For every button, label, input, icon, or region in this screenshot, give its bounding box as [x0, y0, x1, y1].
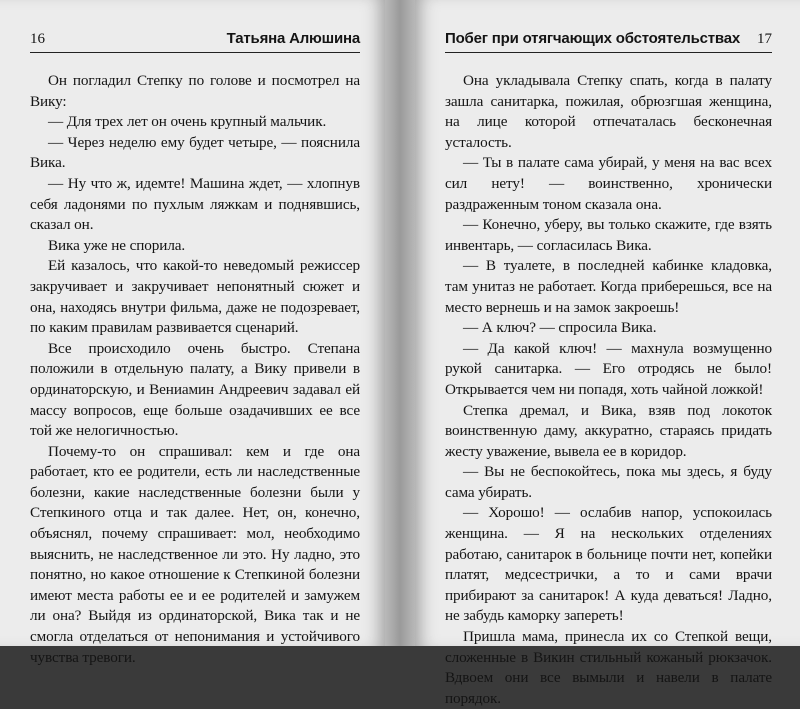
paragraph: Он погладил Степку по голове и посмотрел на Вику: — [30, 72, 360, 110]
paragraph: Почему-то он спрашивал: кем и где она работает, кто ее родители, есть ли наследственные болезни, какие наследственные болезни были у Степкиного отца и так далее. Нет, он, конечно, объяснял, почему спрашивает: мол, необходимо выяснить, не наследственное ли это. Ну ладно, это понятно, но какое отношение к Степкиной болезни имеют места работы ее и ее родителей и замужем ли она? Выйдя из ординаторской, Вика так и не смогла отделаться от непонимания и устойчивого чувства тревоги. — [30, 442, 360, 666]
paragraph: — Вы не беспокойтесь, пока мы здесь, я буду сама убирать. — [445, 463, 772, 501]
running-head-right — [445, 30, 772, 53]
paragraph: — А ключ? — спросила Вика. — [463, 319, 657, 337]
paragraph: Пришла мама, принесла их со Степкой вещи, сложенные в Викин стильный кожаный рюкзачок. Вдвоем они все вымыли и навели в палате порядок. — [445, 628, 772, 707]
paragraph: — Да какой ключ! — махнула возмущенно рукой санитарка. — Его отродясь не было! Открывается чем ни попадя, хоть чайной ложкой! — [445, 339, 772, 398]
running-head-left — [30, 30, 360, 53]
paragraph: Она укладывала Степку спать, когда в палату зашла санитарка, пожилая, обрюзгшая женщина, на лице которой отпечаталась бесконечная усталость. — [445, 72, 772, 151]
left-page-text — [30, 71, 360, 668]
paragraph: Степка дремал, и Вика, взяв под локоток воинственную даму, аккуратно, стараясь придать жесту уважение, вывела ее в коридор. — [445, 401, 772, 460]
paragraph: Все происходило очень быстро. Степана положили в отдельную палату, а Вику привели в ординаторскую, и Вениамин Андреевич задавал ей массу вопросов, еще больше озадачивших ее все той же нелогичностью. — [30, 339, 360, 440]
page-number-right: 17 — [757, 31, 772, 47]
paragraph: — В туалете, в последней кабинке кладовка, там унитаз не работает. Когда приберешься, все на место вернешь и на замок закроешь! — [445, 257, 772, 316]
paragraph: — Через неделю ему будет четыре, — пояснила Вика. — [30, 133, 360, 172]
left-page — [0, 0, 385, 666]
right-page-text — [445, 71, 772, 709]
running-title-right: Побег при отягчающих обстоятельствах — [445, 30, 741, 47]
paragraph: — Для трех лет он очень крупный мальчик. — [48, 113, 327, 131]
paragraph: — Конечно, уберу, вы только скажите, где взять инвентарь, — согласилась Вика. — [445, 216, 772, 254]
paragraph: Вика уже не спорила. — [48, 236, 186, 254]
running-title-left: Татьяна Алюшина — [226, 30, 360, 47]
paragraph: — Ну что ж, идемте! Машина ждет, — хлопнув себя ладонями по пухлым ляжкам и поднявшись, сказал он. — [30, 174, 360, 234]
paragraph: — Хорошо! — ослабив напор, успокоилась женщина. — Я на нескольких отделениях работаю, санитарок в больнице почти нет, копейки платят, медсестрички, а то и сами врачи прибирают за санитарок! А куда деваться! Ладно, не забудь каморку запереть! — [445, 504, 772, 625]
paragraph: — Ты в палате сама убирай, у меня на вас всех сил нету! — воинственно, хронически раздраженным тоном сказала она. — [445, 154, 772, 213]
right-page — [415, 0, 800, 707]
paragraph: Ей казалось, что какой-то неведомый режиссер закручивает и закручивает непонятный сюжет и она, находясь внутри фильма, даже не подозревает, по каким правилам развивается сценарий. — [30, 257, 360, 337]
page-number-left: 16 — [30, 31, 45, 47]
